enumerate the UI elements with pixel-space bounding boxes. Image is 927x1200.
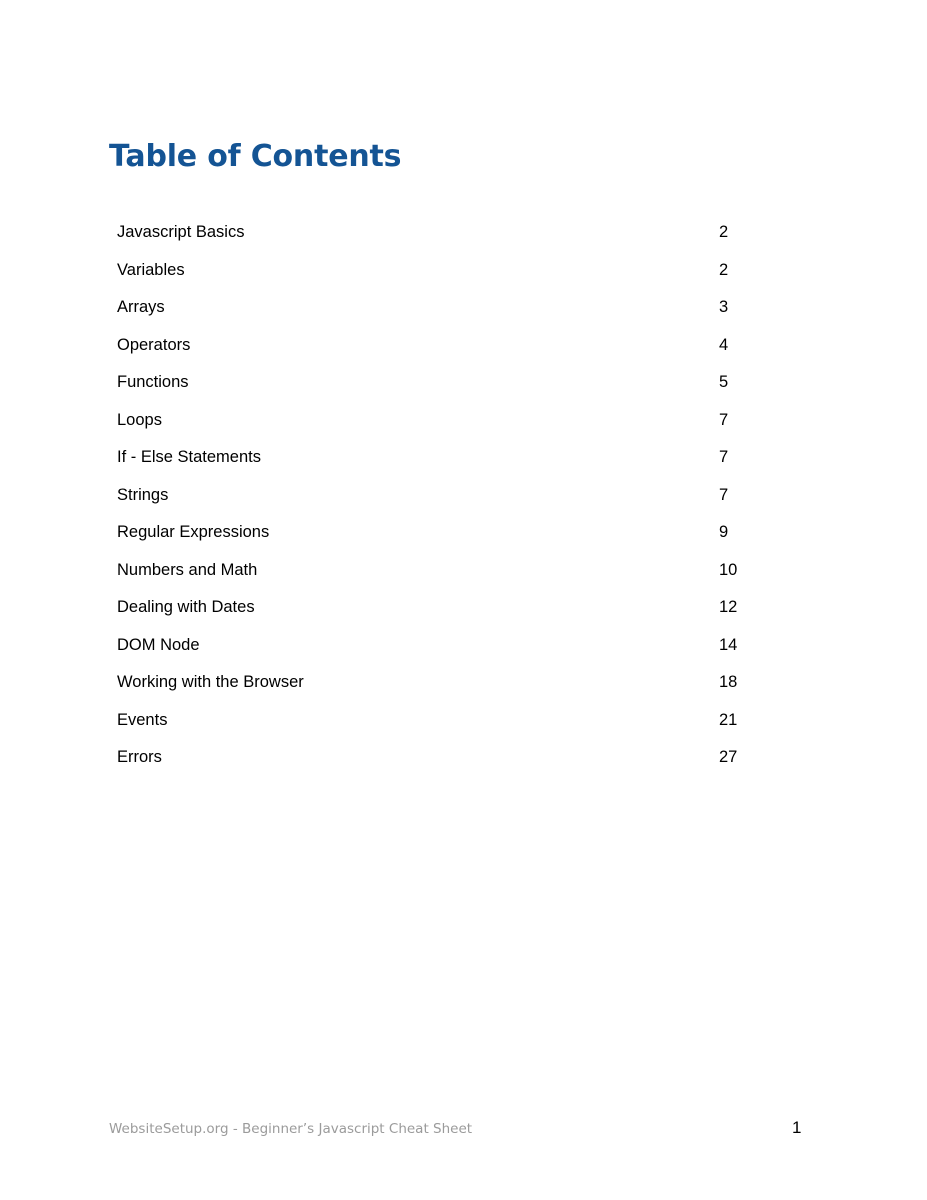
toc-entry-page-number: 2 (719, 223, 729, 241)
toc-entry-title: Variables (117, 260, 185, 279)
toc-entry[interactable] (117, 556, 757, 594)
page-number: 1 (792, 1118, 802, 1137)
page-title: Table of Contents (109, 139, 402, 174)
toc-entry-page-number: 14 (719, 635, 738, 654)
toc-entry-title: Javascript Basics (117, 223, 245, 241)
toc-entry-page-number: 12 (719, 598, 738, 616)
toc-entry-title: Errors (117, 748, 162, 766)
toc-entry[interactable] (117, 256, 757, 294)
toc-entry-title: Strings (117, 485, 169, 504)
toc-entry-page-number: 4 (719, 335, 729, 354)
toc-entry-title: Dealing with Dates (117, 598, 255, 616)
toc-entry[interactable] (117, 293, 757, 331)
toc-entry-page-number: 3 (719, 298, 729, 316)
toc-entry-title: Regular Expressions (117, 523, 270, 541)
table-of-contents-list (117, 218, 757, 781)
toc-entry-page-number: 9 (719, 523, 729, 541)
toc-entry[interactable] (117, 518, 757, 556)
toc-entry-page-number: 2 (719, 260, 729, 279)
toc-entry-title: If - Else Statements (117, 448, 261, 466)
toc-entry-title: Events (117, 710, 168, 729)
toc-entry-page-number: 7 (719, 485, 729, 504)
toc-entry-page-number: 7 (719, 448, 729, 466)
toc-entry-page-number: 7 (719, 410, 729, 429)
toc-entry[interactable] (117, 331, 757, 369)
toc-entry-page-number: 5 (719, 373, 729, 391)
toc-entry[interactable] (117, 368, 757, 406)
toc-entry-title: Functions (117, 373, 189, 391)
toc-entry-title: DOM Node (117, 635, 200, 654)
toc-entry[interactable] (117, 743, 757, 781)
toc-entry[interactable] (117, 218, 757, 256)
toc-entry-title: Arrays (117, 298, 165, 316)
toc-entry[interactable] (117, 668, 757, 706)
toc-entry[interactable] (117, 631, 757, 669)
toc-entry-title: Operators (117, 335, 191, 354)
toc-entry-title: Working with the Browser (117, 673, 304, 691)
toc-entry[interactable] (117, 706, 757, 744)
toc-entry-page-number: 21 (719, 710, 738, 729)
toc-entry[interactable] (117, 406, 757, 444)
toc-entry-title: Numbers and Math (117, 560, 258, 579)
toc-entry-page-number: 10 (719, 560, 738, 579)
toc-entry[interactable] (117, 481, 757, 519)
toc-entry[interactable] (117, 593, 757, 631)
footer-text: WebsiteSetup.org - Beginner’s Javascript Cheat Sheet (109, 1121, 473, 1137)
toc-entry[interactable] (117, 443, 757, 481)
toc-entry-title: Loops (117, 410, 162, 429)
toc-entry-page-number: 27 (719, 748, 738, 766)
toc-entry-page-number: 18 (719, 673, 738, 691)
